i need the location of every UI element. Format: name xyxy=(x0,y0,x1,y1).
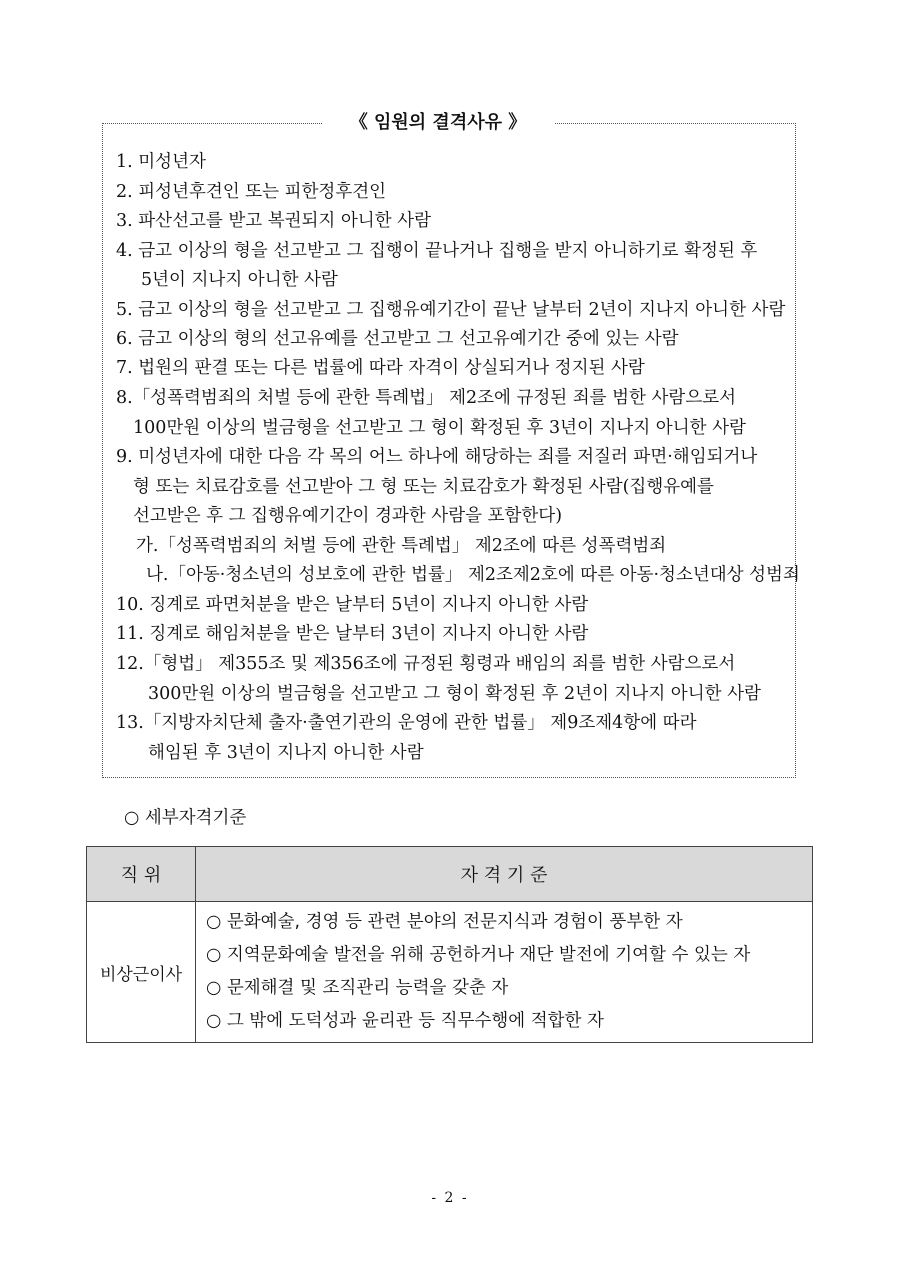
criteria-item: ○ 문화예술, 경영 등 관련 분야의 전문지식과 경험이 풍부한 자 xyxy=(206,912,683,932)
list-item: 10. 징계로 파면처분을 받은 날부터 5년이 지나지 아니한 사람 xyxy=(116,595,589,615)
qualification-table xyxy=(86,846,813,1043)
criteria-item: ○ 지역문화예술 발전을 위해 공헌하거나 재단 발전에 기여할 수 있는 자 xyxy=(206,945,751,965)
list-item-continuation: 형 또는 치료감호를 선고받아 그 형 또는 치료감호가 확정된 사람(집행유예를 xyxy=(133,477,714,497)
sub-list-item: 가.「성폭력범죄의 처벌 등에 관한 특례법」 제2조에 따른 성폭력범죄 xyxy=(136,536,667,556)
list-item-continuation: 300만원 이상의 벌금형을 선고받고 그 형이 확정된 후 2년이 지나지 아니한 사람 xyxy=(148,684,761,704)
detail-criteria-heading: ○ 세부자격기준 xyxy=(124,808,247,828)
criteria-cell xyxy=(196,902,813,1043)
list-item: 4. 금고 이상의 형을 선고받고 그 집행이 끝나거나 집행을 받지 아니하기로 확정된 후 xyxy=(116,241,758,261)
list-item: 9. 미성년자에 대한 다음 각 목의 어느 하나에 해당하는 죄를 저질러 파면·해임되거나 xyxy=(116,447,758,467)
table-row xyxy=(87,902,813,1043)
list-item: 1. 미성년자 xyxy=(116,152,206,172)
page-number: - 2 - xyxy=(431,1190,469,1206)
list-item: 11. 징계로 해임처분을 받은 날부터 3년이 지나지 아니한 사람 xyxy=(116,624,589,644)
list-item: 7. 법원의 판결 또는 다른 법률에 따라 자격이 상실되거나 정지된 사람 xyxy=(116,358,645,378)
list-item: 6. 금고 이상의 형의 선고유예를 선고받고 그 선고유예기간 중에 있는 사람 xyxy=(116,329,679,349)
list-item: 3. 파산선고를 받고 복권되지 아니한 사람 xyxy=(116,211,431,231)
list-item-continuation: 선고받은 후 그 집행유예기간이 경과한 사람을 포함한다) xyxy=(133,506,563,526)
criteria-item: ○ 문제해결 및 조직관리 능력을 갖춘 자 xyxy=(206,978,509,998)
criteria-item: ○ 그 밖에 도덕성과 윤리관 등 직무수행에 적합한 자 xyxy=(206,1011,604,1031)
list-item-continuation: 해임된 후 3년이 지나지 아니한 사람 xyxy=(148,743,424,763)
list-item: 8.「성폭력범죄의 처벌 등에 관한 특례법」 제2조에 규정된 죄를 범한 사람으로서 xyxy=(116,388,737,408)
list-item: 12.「형법」 제355조 및 제356조에 규정된 횡령과 배임의 죄를 범한 사람으로서 xyxy=(116,654,736,674)
list-item: 2. 피성년후견인 또는 피한정후견인 xyxy=(116,182,387,202)
position-cell: 비상근이사 xyxy=(87,902,196,1043)
list-item-continuation: 5년이 지나지 아니한 사람 xyxy=(141,270,338,290)
header-criteria: 자 격 기 준 xyxy=(196,847,813,902)
list-item-continuation: 100만원 이상의 벌금형을 선고받고 그 형이 확정된 후 3년이 지나지 아니한 사람 xyxy=(133,418,746,438)
list-item: 13.「지방자치단체 출자·출연기관의 운영에 관한 법률」 제9조제4항에 따라 xyxy=(116,713,697,733)
sub-list-item: 나.「아동·청소년의 성보호에 관한 법률」 제2조제2호에 따른 아동·청소년대상 성범죄 xyxy=(146,565,800,585)
disqualification-title: 《 임원의 결격사유 》 xyxy=(322,108,554,138)
header-position: 직 위 xyxy=(87,847,196,902)
list-item: 5. 금고 이상의 형을 선고받고 그 집행유예기간이 끝난 날부터 2년이 지나지 아니한 사람 xyxy=(116,300,786,320)
table-header-row xyxy=(87,847,813,902)
